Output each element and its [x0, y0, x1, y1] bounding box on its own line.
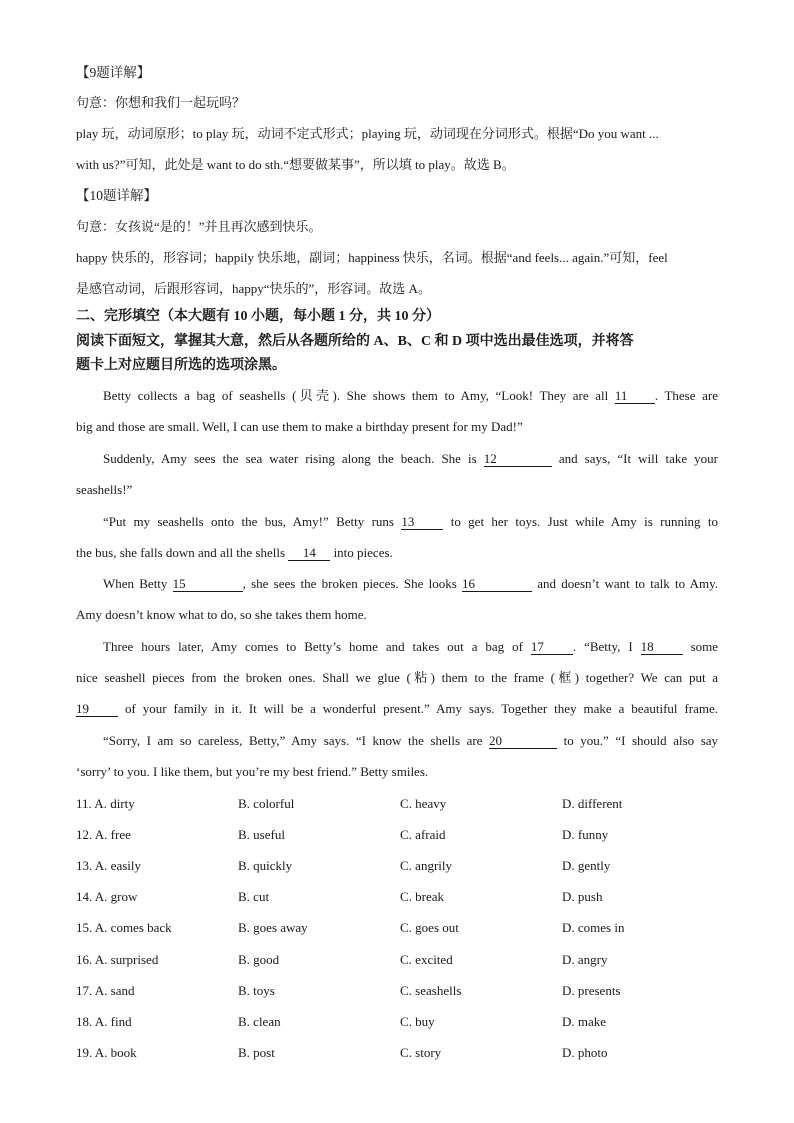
passage-line: [76, 701, 718, 717]
passage-text: When Betty: [103, 576, 168, 591]
option-12-d[interactable]: D. funny: [562, 827, 609, 843]
option-18-c[interactable]: C. buy: [400, 1013, 435, 1029]
option-13-b[interactable]: B. quickly: [238, 858, 293, 874]
passage-line: [76, 451, 718, 467]
passage-text: Suddenly, Amy sees the sea water rising along the beach. She is: [103, 451, 477, 466]
option-13-d[interactable]: D. gently: [562, 858, 611, 874]
option-19-c[interactable]: C. story: [400, 1044, 442, 1060]
option-15-d[interactable]: D. comes in: [562, 920, 625, 936]
section-instruction-2: 题卡上对应题目所选的选项涂黑。: [76, 358, 286, 373]
explain9-meaning: 句意：你想和我们一起玩吗？: [76, 95, 246, 110]
blank-20[interactable]: 20: [489, 734, 557, 749]
passage-text: , she sees the broken pieces. She looks: [242, 576, 457, 591]
passage-text: some: [690, 639, 719, 654]
option-13-a[interactable]: 13. A. easily: [76, 858, 141, 874]
explain10-meaning: 句意：女孩说“是的！”并且再次感到快乐。: [76, 219, 322, 234]
passage-line: [76, 514, 718, 530]
passage-line: big and those are small. Well, I can use them to make a birthday present for my Dad!”: [76, 419, 523, 434]
passage-text: and doesn’t want to talk to Amy.: [537, 576, 718, 591]
passage-text: to you.” “I should also say: [563, 733, 719, 748]
passage-text: of your family in it. It will be a wonderful present.” Amy says. Together they make a beautiful frame.: [124, 701, 719, 716]
passage-text: . “Betty, I: [572, 639, 633, 654]
option-12-a[interactable]: 12. A. free: [76, 827, 131, 843]
option-11-b[interactable]: B. colorful: [238, 796, 295, 811]
option-18-d[interactable]: D. make: [562, 1013, 607, 1029]
passage-text: and says, “It will take your: [558, 451, 719, 466]
option-14-c[interactable]: C. break: [400, 889, 445, 905]
option-15-b[interactable]: B. goes away: [238, 920, 308, 936]
option-15-c[interactable]: C. goes out: [400, 920, 459, 936]
section-title: 二、完形填空（本大题有 10 小题，每小题 1 分，共 10 分）: [76, 309, 440, 324]
passage-text: the bus, she falls down and all the shells: [76, 545, 286, 560]
passage-text: to get her toys. Just while Amy is running to: [450, 514, 719, 529]
passage-line: [76, 733, 718, 749]
explain10-line2: 是感官动词，后跟形容词，happy“快乐的”，形容词。故选 A。: [76, 281, 431, 296]
option-15-a[interactable]: 15. A. comes back: [76, 920, 172, 936]
option-17-a[interactable]: 17. A. sand: [76, 982, 135, 998]
passage-line: nice seashell pieces from the broken ones. Shall we glue (粘) them to the frame (框) together? We can put a: [76, 670, 718, 685]
passage-text: Three hours later, Amy comes to Betty’s home and takes out a bag of: [103, 639, 523, 654]
explain10-line1: happy 快乐的，形容词；happily 快乐地，副词；happiness 快乐，名词。根据“and feels... again.”可知，feel: [76, 250, 668, 265]
blank-13[interactable]: 13: [401, 515, 443, 530]
option-11-d[interactable]: D. different: [562, 796, 623, 811]
option-14-d[interactable]: D. push: [562, 889, 603, 905]
blank-15[interactable]: 15: [173, 577, 243, 592]
explain9-line1: play 玩，动词原形；to play 玩，动词不定式形式；playing 玩，动词现在分词形式。根据“Do you want ...: [76, 126, 659, 141]
blank-16[interactable]: 16: [462, 577, 532, 592]
explain10-header: 【10题详解】: [76, 188, 157, 203]
option-18-b[interactable]: B. clean: [238, 1013, 281, 1029]
blank-11[interactable]: 11: [615, 389, 655, 404]
option-13-c[interactable]: C. angrily: [400, 858, 452, 874]
option-14-b[interactable]: B. cut: [238, 889, 270, 905]
blank-17[interactable]: 17: [531, 640, 573, 655]
option-17-d[interactable]: D. presents: [562, 982, 621, 998]
blank-18[interactable]: 18: [641, 640, 683, 655]
option-16-b[interactable]: B. good: [238, 951, 280, 967]
passage-text: “Sorry, I am so careless, Betty,” Amy says. “I know the shells are: [103, 733, 483, 748]
option-12-c[interactable]: C. afraid: [400, 827, 446, 843]
passage-text: “Put my seashells onto the bus, Amy!” Betty runs: [103, 514, 394, 529]
option-19-a[interactable]: 19. A. book: [76, 1044, 137, 1060]
passage-line: ‘sorry’ to you. I like them, but you’re my best friend.” Betty smiles.: [76, 764, 429, 779]
option-11-a[interactable]: 11. A. dirty: [76, 796, 135, 811]
option-17-b[interactable]: B. toys: [238, 982, 275, 998]
explain9-line2: with us?”可知，此处是 want to do sth.“想要做某事”，所以填 to play。故选 B。: [76, 157, 515, 172]
explain9-header: 【9题详解】: [76, 65, 151, 80]
passage-line: [76, 576, 718, 592]
passage-line: [76, 545, 393, 561]
passage-line: Amy doesn’t know what to do, so she takes them home.: [76, 607, 367, 622]
passage-line: seashells!”: [76, 482, 133, 497]
passage-text: . These are: [654, 388, 718, 403]
option-16-c[interactable]: C. excited: [400, 951, 453, 967]
option-12-b[interactable]: B. useful: [238, 827, 285, 843]
option-16-a[interactable]: 16. A. surprised: [76, 951, 159, 967]
option-11-c[interactable]: C. heavy: [400, 796, 447, 811]
passage-text: Betty collects a bag of seashells (贝壳). She shows them to Amy, “Look! They are all: [103, 388, 609, 403]
blank-12[interactable]: 12: [484, 452, 552, 467]
passage-line: [76, 388, 718, 404]
passage-line: [76, 639, 718, 655]
option-19-b[interactable]: B. post: [238, 1044, 275, 1060]
blank-14[interactable]: 14: [288, 546, 330, 561]
blank-19[interactable]: 19: [76, 702, 118, 717]
passage-text: into pieces.: [333, 545, 393, 560]
option-18-a[interactable]: 18. A. find: [76, 1013, 132, 1029]
option-16-d[interactable]: D. angry: [562, 951, 608, 967]
option-19-d[interactable]: D. photo: [562, 1044, 608, 1060]
option-17-c[interactable]: C. seashells: [400, 982, 462, 998]
option-14-a[interactable]: 14. A. grow: [76, 889, 138, 905]
section-instruction-1: 阅读下面短文，掌握其大意，然后从各题所给的 A、B、C 和 D 项中选出最佳选项，并将答: [76, 334, 634, 349]
